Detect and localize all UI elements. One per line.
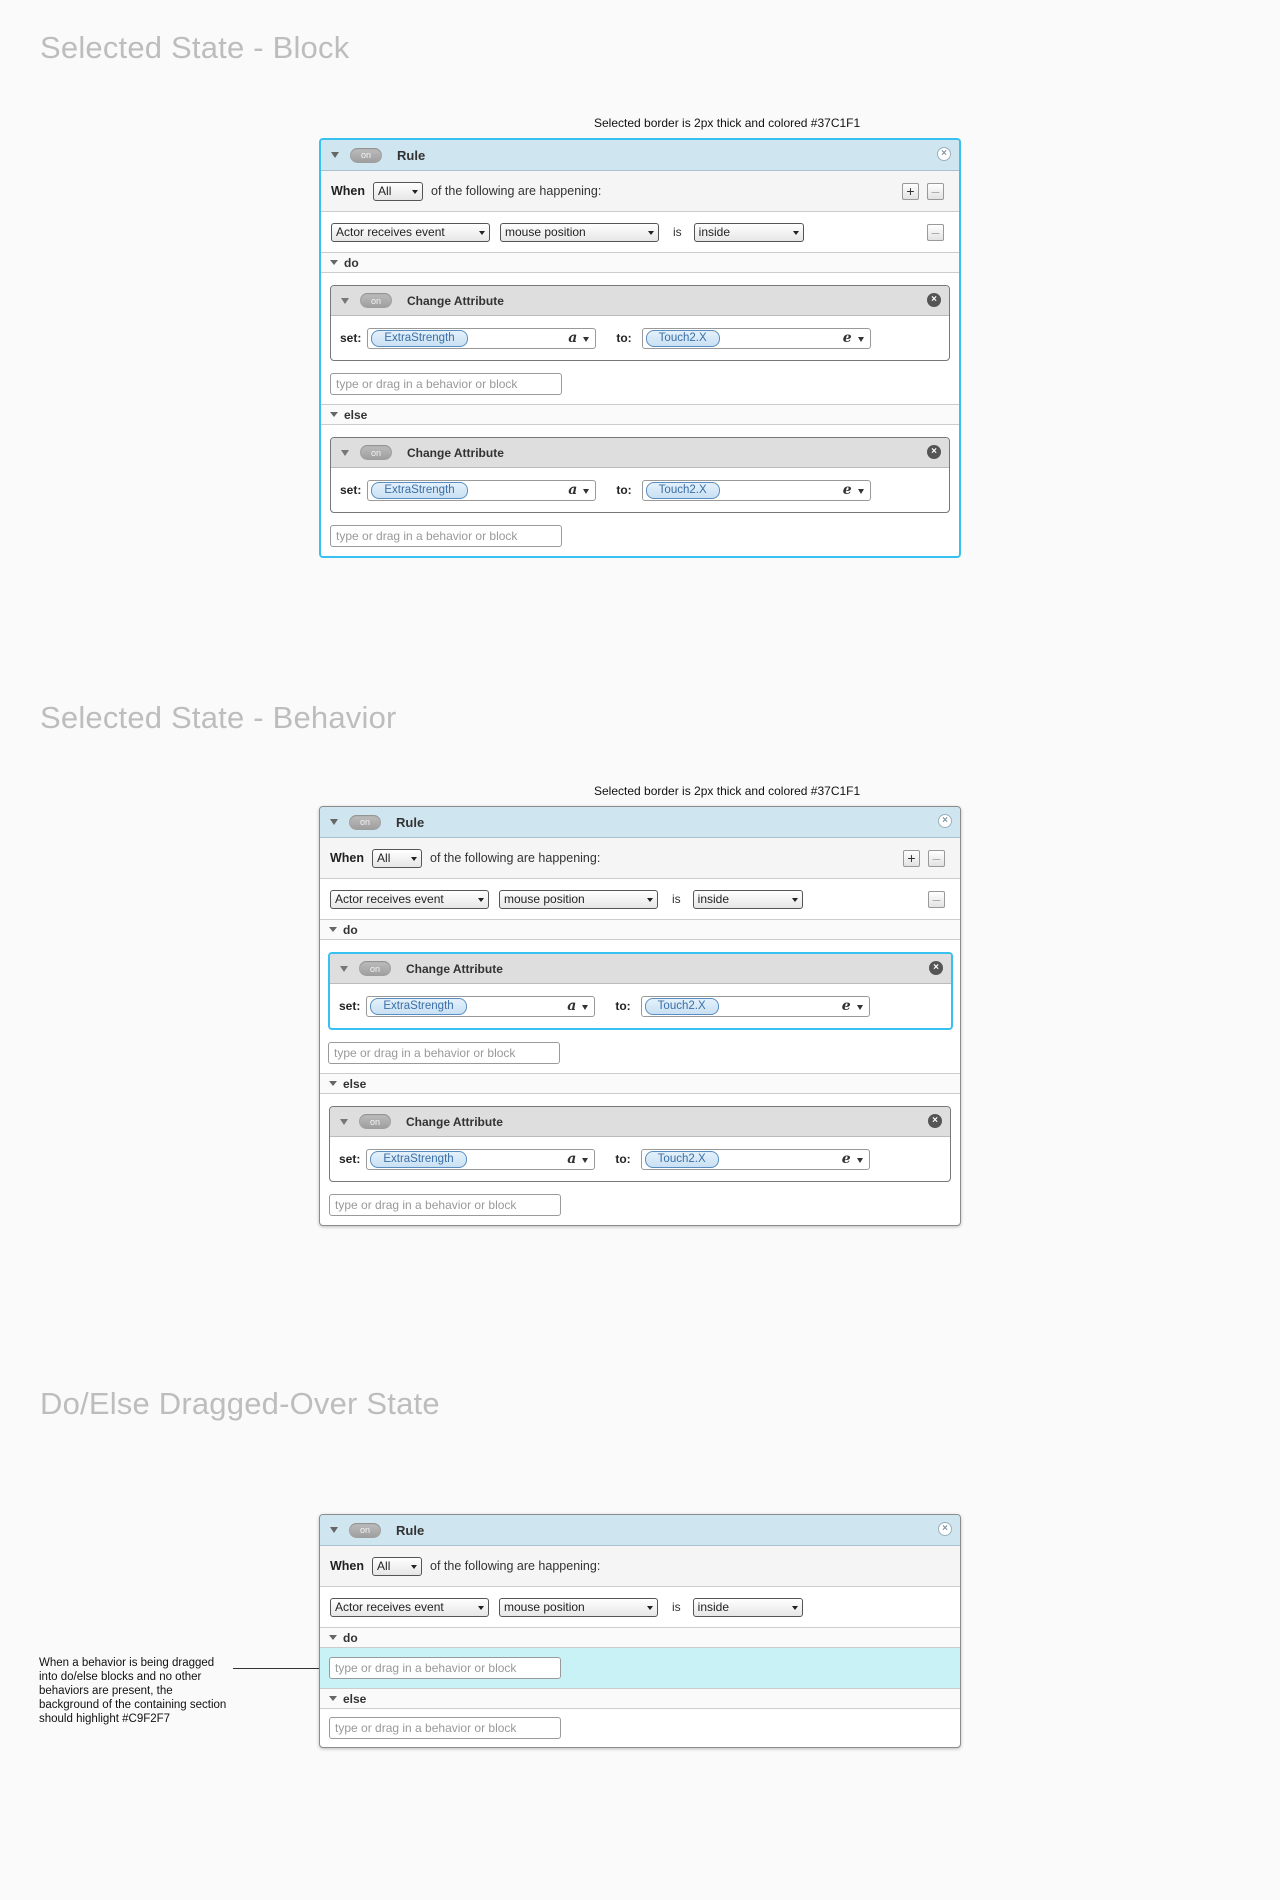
do-header[interactable]: do — [320, 1628, 960, 1648]
when-text: of the following are happening: — [431, 184, 602, 198]
collapse-triangle-icon[interactable] — [341, 298, 349, 304]
do-section — [320, 940, 960, 1074]
chevron-down-icon — [792, 1606, 798, 1610]
behavior-header[interactable] — [330, 1107, 950, 1137]
behavior-title: Change Attribute — [406, 961, 503, 976]
when-text: of the following are happening: — [430, 851, 601, 865]
chevron-down-icon — [857, 1158, 863, 1163]
close-icon[interactable]: × — [929, 961, 943, 975]
drop-input[interactable]: type or drag in a behavior or block — [328, 1042, 560, 1064]
else-header[interactable]: else — [320, 1689, 960, 1709]
drop-input[interactable]: type or drag in a behavior or block — [329, 1657, 561, 1679]
set-field[interactable] — [367, 328, 596, 349]
set-field[interactable] — [366, 996, 595, 1017]
close-icon[interactable]: × — [927, 445, 941, 459]
chevron-down-icon — [858, 489, 864, 494]
behavior-body — [330, 984, 951, 1028]
to-field[interactable] — [641, 996, 870, 1017]
behavior-on-toggle[interactable]: on — [360, 293, 392, 308]
chevron-down-icon — [582, 1005, 588, 1010]
do-section-highlighted[interactable] — [320, 1648, 960, 1689]
is-label: is — [672, 892, 681, 906]
set-label: set: — [339, 1152, 361, 1166]
behavior-body — [330, 1137, 950, 1181]
when-label: When — [331, 184, 366, 198]
chevron-down-icon — [583, 337, 589, 342]
set-field[interactable] — [367, 480, 596, 501]
chevron-down-icon — [479, 231, 485, 235]
behavior-on-toggle[interactable]: on — [359, 961, 391, 976]
change-attribute-behavior[interactable] — [330, 437, 950, 513]
drop-input[interactable]: type or drag in a behavior or block — [329, 1717, 561, 1739]
behavior-title: Change Attribute — [406, 1114, 503, 1129]
expression-icon: e — [841, 997, 851, 1014]
chevron-down-icon — [412, 190, 418, 194]
condition-row — [320, 1587, 960, 1628]
behavior-title: Change Attribute — [407, 293, 504, 308]
behavior-on-toggle[interactable]: on — [359, 1114, 391, 1129]
change-attribute-behavior[interactable] — [330, 285, 950, 361]
collapse-triangle-icon — [329, 1081, 337, 1086]
attribute-tag: ExtraStrength — [370, 998, 466, 1015]
collapse-triangle-icon — [329, 1696, 337, 1701]
is-label: is — [672, 1600, 681, 1614]
expression-tag: Touch2.X — [646, 330, 720, 347]
attribute-icon: a — [568, 329, 578, 346]
collapse-triangle-icon[interactable] — [330, 819, 338, 825]
attribute-icon: a — [568, 481, 578, 498]
is-label: is — [673, 225, 682, 239]
else-header[interactable]: else — [321, 405, 959, 425]
do-header[interactable]: do — [320, 920, 960, 940]
when-select[interactable]: All — [372, 849, 422, 868]
rule-dragged-over[interactable] — [319, 1514, 961, 1748]
attribute-tag: ExtraStrength — [370, 1151, 466, 1168]
collapse-triangle-icon — [330, 412, 338, 417]
chevron-down-icon — [411, 1565, 417, 1569]
expression-tag: Touch2.X — [645, 1151, 719, 1168]
set-label: set: — [339, 999, 361, 1013]
attribute-tag: ExtraStrength — [371, 330, 467, 347]
set-label: set: — [340, 331, 362, 345]
chevron-down-icon — [583, 489, 589, 494]
rule-block-selected[interactable] — [319, 138, 961, 558]
chevron-down-icon — [858, 337, 864, 342]
drop-input[interactable]: type or drag in a behavior or block — [329, 1194, 561, 1216]
behavior-body — [331, 316, 949, 360]
to-label: to: — [616, 483, 632, 497]
chevron-down-icon — [857, 1005, 863, 1010]
border-note: Selected border is 2px thick and colored #37C1F1 — [594, 784, 861, 798]
to-field[interactable] — [641, 1149, 870, 1170]
set-label: set: — [340, 483, 362, 497]
do-section — [321, 273, 959, 405]
attribute-icon: a — [567, 1150, 577, 1167]
input-select[interactable]: mouse position — [499, 1598, 658, 1617]
rule-title: Rule — [396, 1522, 425, 1538]
chevron-down-icon — [647, 898, 653, 902]
chevron-down-icon — [478, 898, 484, 902]
when-row — [320, 1546, 960, 1587]
behavior-header[interactable] — [330, 954, 951, 984]
section-title-block: Selected State - Block — [40, 30, 350, 65]
else-header[interactable]: else — [320, 1074, 960, 1094]
attribute-tag: ExtraStrength — [371, 482, 467, 499]
behavior-title: Change Attribute — [407, 445, 504, 460]
else-section — [320, 1094, 960, 1225]
drop-input[interactable]: type or drag in a behavior or block — [330, 373, 562, 395]
remove-row-button[interactable]: – — [928, 891, 945, 908]
collapse-triangle-icon — [329, 1635, 337, 1640]
collapse-triangle-icon — [329, 927, 337, 932]
collapse-triangle-icon[interactable] — [340, 1119, 348, 1125]
event-select[interactable]: Actor receives event — [331, 223, 490, 242]
behavior-on-toggle[interactable]: on — [360, 445, 392, 460]
event-select[interactable]: Actor receives event — [330, 890, 489, 909]
state-select[interactable]: inside — [694, 223, 804, 242]
chevron-down-icon — [647, 1606, 653, 1610]
annotation-line — [233, 1668, 321, 1669]
to-field[interactable] — [642, 480, 871, 501]
rule-title: Rule — [397, 147, 426, 163]
state-select[interactable]: inside — [693, 1598, 803, 1617]
chevron-down-icon — [648, 231, 654, 235]
change-attribute-behavior[interactable] — [329, 1106, 951, 1182]
rule-header[interactable] — [320, 807, 960, 838]
close-icon[interactable]: × — [937, 147, 951, 161]
rule-on-toggle[interactable]: on — [349, 815, 381, 830]
behavior-body — [331, 468, 949, 512]
collapse-triangle-icon — [330, 260, 338, 265]
to-field[interactable] — [642, 328, 871, 349]
when-label: When — [330, 851, 365, 865]
expression-tag: Touch2.X — [646, 482, 720, 499]
to-label: to: — [616, 331, 632, 345]
close-icon[interactable]: × — [928, 1114, 942, 1128]
else-section — [321, 425, 959, 556]
chevron-down-icon — [411, 857, 417, 861]
section-title-dragged: Do/Else Dragged-Over State — [40, 1386, 440, 1421]
state-select[interactable]: inside — [693, 890, 803, 909]
to-label: to: — [615, 1152, 631, 1166]
remove-condition-button[interactable]: – — [927, 183, 944, 200]
close-icon[interactable]: × — [938, 1522, 952, 1536]
collapse-triangle-icon[interactable] — [331, 152, 339, 158]
do-header[interactable]: do — [321, 253, 959, 273]
collapse-triangle-icon[interactable] — [330, 1527, 338, 1533]
condition-row — [321, 212, 959, 253]
when-label: When — [330, 1559, 365, 1573]
expression-tag: Touch2.X — [645, 998, 719, 1015]
chevron-down-icon — [793, 231, 799, 235]
when-select[interactable]: All — [373, 182, 423, 201]
set-field[interactable] — [366, 1149, 595, 1170]
behavior-header[interactable] — [331, 286, 949, 316]
chevron-down-icon — [792, 898, 798, 902]
event-select[interactable]: Actor receives event — [330, 1598, 489, 1617]
drop-input[interactable]: type or drag in a behavior or block — [330, 525, 562, 547]
change-attribute-behavior-selected[interactable] — [328, 952, 953, 1030]
rule-on-toggle[interactable]: on — [350, 148, 382, 163]
behavior-header[interactable] — [331, 438, 949, 468]
rule-title: Rule — [396, 814, 425, 830]
when-row — [321, 171, 959, 212]
to-label: to: — [615, 999, 631, 1013]
add-condition-button[interactable]: + — [903, 850, 920, 867]
drag-note: When a behavior is being dragged into do/else blocks and no other behaviors are present, the background of the containing section should highlight #C9F2F7 — [39, 1657, 227, 1725]
collapse-triangle-icon[interactable] — [341, 450, 349, 456]
input-select[interactable]: mouse position — [500, 223, 659, 242]
expression-icon: e — [842, 329, 852, 346]
rule-header[interactable] — [320, 1515, 960, 1546]
add-condition-button[interactable]: + — [902, 183, 919, 200]
input-select[interactable]: mouse position — [499, 890, 658, 909]
close-icon[interactable]: × — [938, 814, 952, 828]
expression-icon: e — [842, 481, 852, 498]
border-note: Selected border is 2px thick and colored #37C1F1 — [594, 116, 861, 130]
else-section — [320, 1709, 960, 1747]
rule-behavior-selected[interactable] — [319, 806, 961, 1226]
close-icon[interactable]: × — [927, 293, 941, 307]
when-row — [320, 838, 960, 879]
section-title-behavior: Selected State - Behavior — [40, 700, 397, 735]
condition-row — [320, 879, 960, 920]
attribute-icon: a — [567, 997, 577, 1014]
chevron-down-icon — [478, 1606, 484, 1610]
expression-icon: e — [841, 1150, 851, 1167]
remove-row-button[interactable]: – — [927, 224, 944, 241]
collapse-triangle-icon[interactable] — [340, 966, 348, 972]
when-text: of the following are happening: — [430, 1559, 601, 1573]
when-select[interactable]: All — [372, 1557, 422, 1576]
rule-header[interactable] — [321, 140, 959, 171]
chevron-down-icon — [582, 1158, 588, 1163]
rule-on-toggle[interactable]: on — [349, 1523, 381, 1538]
remove-condition-button[interactable]: – — [928, 850, 945, 867]
